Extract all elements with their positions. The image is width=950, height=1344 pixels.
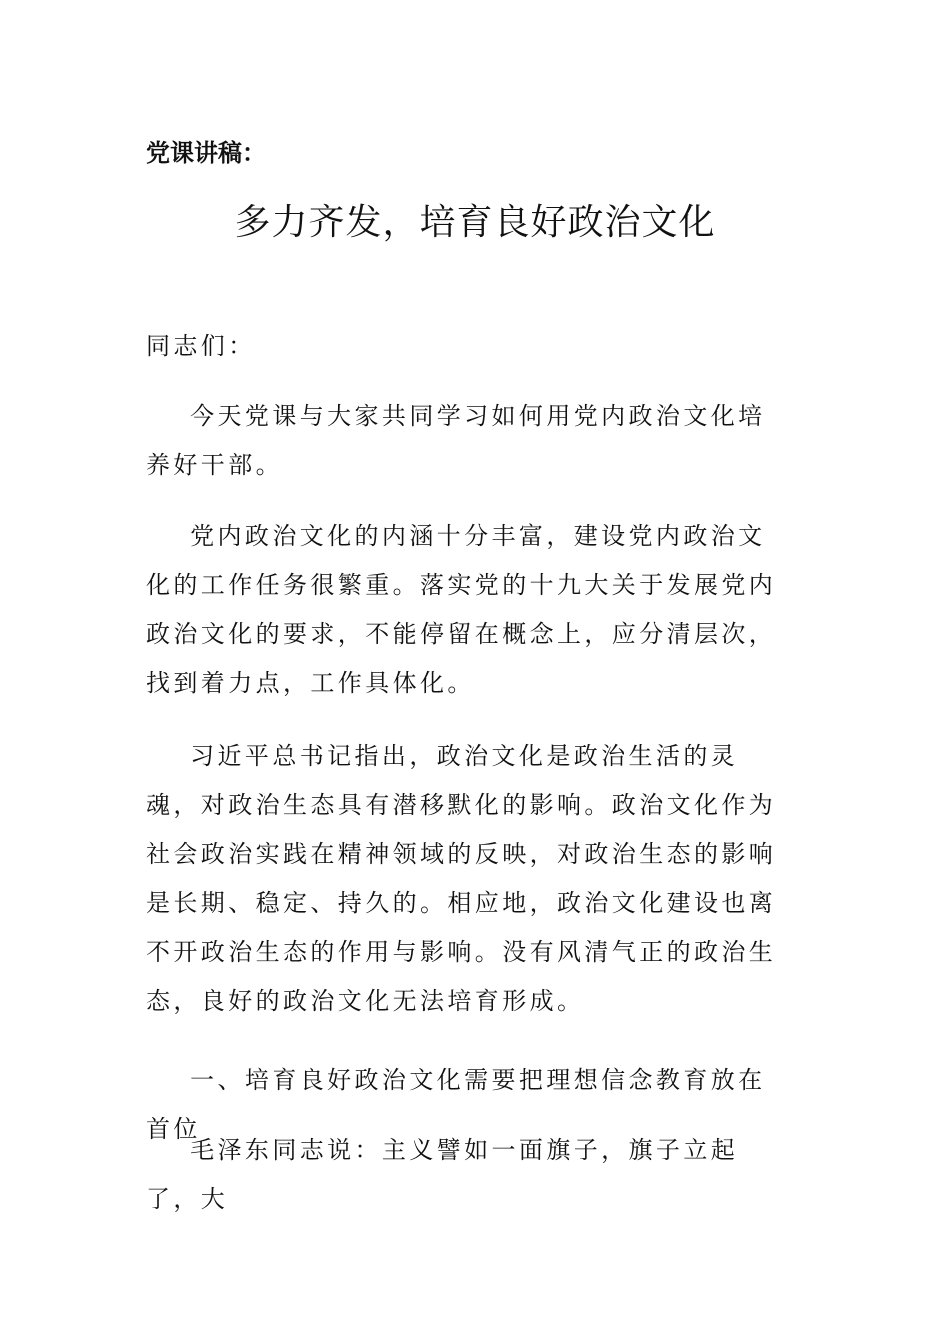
paragraph-political-culture: 党内政治文化的内涵十分丰富，建设党内政治文化的工作任务很繁重。落实党的十九大关于发展党内政治文化的要求，不能停留在概念上，应分清层次，找到着力点，工作具体化。 — [146, 522, 777, 697]
section-heading-one: 一、培育良好政治文化需要把理想信念教育放在首位 — [146, 1066, 766, 1143]
document-kicker: 党课讲稿： — [146, 139, 266, 167]
paragraph-intro: 今天党课与大家共同学习如何用党内政治文化培养好干部。 — [146, 402, 766, 479]
paragraph-mao-quote: 毛泽东同志说：主义譬如一面旗子，旗子立起了，大 — [146, 1136, 739, 1213]
paragraph-political-ecology: 习近平总书记指出，政治文化是政治生活的灵魂，对政治生态具有潜移默化的影响。政治文化作为社会政治实践在精神领域的反映，对政治生态的影响是长期、稳定、持久的。相应地，政治文化建设也离不开政治生态的作用与影响。没有风清气正的政治生态，良好的政治文化无法培育形成。 — [146, 742, 777, 1015]
salutation: 同志们： — [146, 332, 256, 360]
document-title: 多力齐发，培育良好政治文化 — [234, 202, 716, 243]
